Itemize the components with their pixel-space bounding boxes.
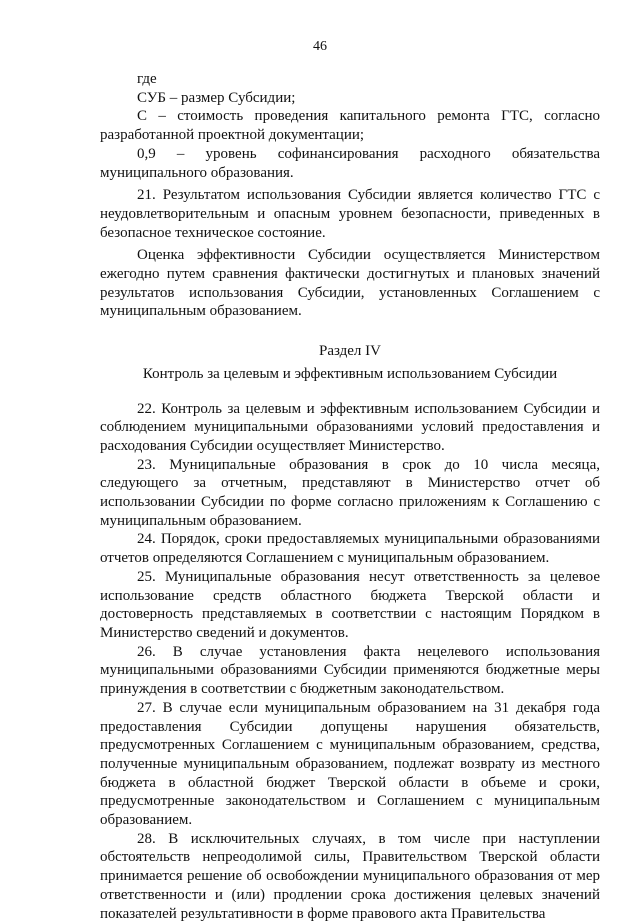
paragraph-21: 21. Результатом использования Субсидии является количество ГТС с неудовлетворительным и опасным уровнем безопасности, приведенных в безопасное техническое состояние. <box>100 187 600 241</box>
definition-coefficient: 0,9 – уровень софинансирования расходного обязательства муниципального образования. <box>100 145 600 181</box>
paragraph-27: 27. В случае если муниципальным образованием на 31 декабря года предоставления Субсидии допущены нарушения обязательств, предусмотренных Соглашением с муниципальным образованием, средства, полученные муниципальным образованием, подлежат возврату из местного бюджета в областной бюджет Тверской области в объеме и сроки, предусмотренные законодательством и Соглашением с муниципальным образованием. <box>100 699 600 829</box>
definition-sub: СУБ – размер Субсидии; <box>137 89 296 106</box>
paragraph-25: 25. Муниципальные образования несут ответственность за целевое использование средств областного бюджета Тверской области и достоверность представляемых в соответствии с настоящим Порядком в Министерство сведений и документов. <box>100 568 600 641</box>
paragraph-26: 26. В случае установления факта нецелевого использования муниципальными образованиями Субсидии применяются бюджетные меры принуждения в соответствии с бюджетным законодательством. <box>100 643 600 698</box>
document-body <box>100 70 600 923</box>
where-label: где <box>137 71 157 87</box>
section-number: Раздел IV <box>318 343 381 360</box>
definition-c: С – стоимость проведения капитального ремонта ГТС, согласно разработанной проектной документации; <box>100 108 600 144</box>
paragraph-22: 22. Контроль за целевым и эффективным использованием Субсидии и соблюдением муниципальными образованиями условий предоставления и расходования Субсидии осуществляет Министерство. <box>100 400 600 454</box>
section-title: Контроль за целевым и эффективным использованием Субсидии <box>142 365 558 382</box>
page-number: 46 <box>313 39 327 54</box>
paragraph-evaluation: Оценка эффективности Субсидии осуществляется Министерством ежегодно путем сравнения фактически достигнутых и плановых значений результатов использования Субсидии, установленных Соглашением с муниципальным образованием. <box>100 247 600 320</box>
paragraph-28: 28. В исключительных случаях, в том числе при наступлении обстоятельств непреодолимой силы, Правительством Тверской области принимается решение об освобождении муниципального образования от мер ответственности и (или) продлении срока достижения целевых значений показателей результативности в форме правового акта Правительства <box>100 830 600 922</box>
paragraph-23: 23. Муниципальные образования в срок до 10 числа месяца, следующего за отчетным, представляют в Министерство отчет об использовании Субсидии по форме согласно приложениям к Соглашению с муниципальным образованием. <box>100 456 600 529</box>
paragraph-24: 24. Порядок, сроки предоставляемых муниципальными образованиями отчетов определяются Соглашением с муниципальным образованием. <box>100 531 600 567</box>
